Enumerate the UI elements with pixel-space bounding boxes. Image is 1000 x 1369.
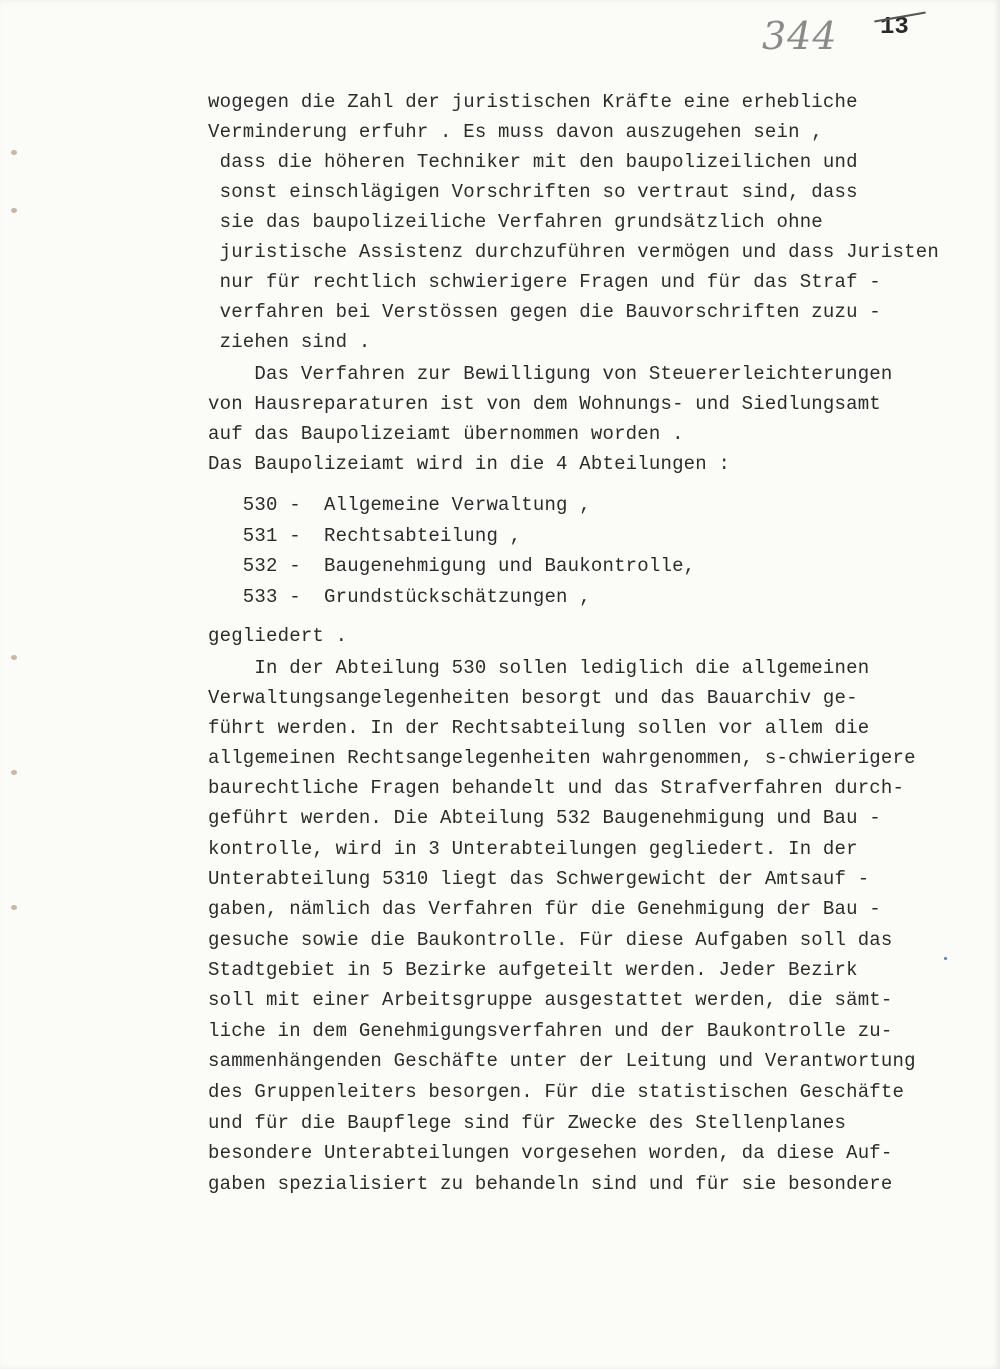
text-line: 533 - Grundstückschätzungen , <box>208 586 591 608</box>
text-line: verfahren bei Verstössen gegen die Bauvorschriften zuzu - <box>208 301 881 323</box>
text-line: nur für rechtlich schwierigere Fragen und für das Straf - <box>208 271 881 293</box>
text-line: Verwaltungsangelegenheiten besorgt und das Bauarchiv ge- <box>208 687 858 709</box>
text-line: 530 - Allgemeine Verwaltung , <box>208 494 591 516</box>
text-line: 532 - Baugenehmigung und Baukontrolle, <box>208 555 696 577</box>
text-line: wogegen die Zahl der juristischen Kräfte eine erhebliche <box>208 91 858 113</box>
binding-hole <box>11 655 17 660</box>
text-line: 531 - Rechtsabteilung , <box>208 525 522 547</box>
text-line: gaben spezialisiert zu behandeln sind und für sie besondere <box>208 1173 893 1195</box>
text-line: liche in dem Genehmigungsverfahren und der Baukontrolle zu- <box>208 1020 893 1042</box>
text-line: ziehen sind . <box>208 331 371 353</box>
binding-hole <box>11 905 17 910</box>
text-line: gesuche sowie die Baukontrolle. Für diese Aufgaben soll das <box>208 929 893 951</box>
text-line: baurechtliche Fragen behandelt und das Strafverfahren durch- <box>208 777 905 799</box>
text-line: sammenhängenden Geschäfte unter der Leitung und Verantwortung <box>208 1050 916 1072</box>
text-line: Verminderung erfuhr . Es muss davon auszugehen sein , <box>208 121 823 143</box>
text-line: Unterabteilung 5310 liegt das Schwergewicht der Amtsauf - <box>208 868 870 890</box>
handwritten-folio-number: 344 <box>762 14 838 58</box>
text-line: Stadtgebiet in 5 Bezirke aufgeteilt werden. Jeder Bezirk <box>208 959 858 981</box>
ink-speck <box>944 957 947 960</box>
binding-hole <box>11 150 17 155</box>
text-line: juristische Assistenz durchzuführen vermögen und dass Juristen <box>208 241 939 263</box>
page-number: 13 <box>880 14 909 41</box>
text-line: besondere Unterabteilungen vorgesehen worden, da diese Auf- <box>208 1142 893 1164</box>
text-line: sonst einschlägigen Vorschriften so vertraut sind, dass <box>208 181 858 203</box>
text-line: von Hausreparaturen ist von dem Wohnungs- und Siedlungsamt <box>208 393 881 415</box>
text-line: sie das baupolizeiliche Verfahren grundsätzlich ohne <box>208 211 823 233</box>
binding-hole <box>11 770 17 775</box>
text-line: allgemeinen Rechtsangelegenheiten wahrgenommen, s-chwierigere <box>208 747 916 769</box>
text-line: auf das Baupolizeiamt übernommen worden . <box>208 423 684 445</box>
text-line: In der Abteilung 530 sollen lediglich die allgemeinen <box>208 657 870 679</box>
text-line: und für die Baupflege sind für Zwecke des Stellenplanes <box>208 1112 847 1134</box>
text-line: Das Baupolizeiamt wird in die 4 Abteilungen : <box>208 453 731 475</box>
text-line: kontrolle, wird in 3 Unterabteilungen gegliedert. In der <box>208 838 858 860</box>
text-line: führt werden. In der Rechtsabteilung sollen vor allem die <box>208 717 870 739</box>
text-line: des Gruppenleiters besorgen. Für die statistischen Geschäfte <box>208 1081 905 1103</box>
text-line: soll mit einer Arbeitsgruppe ausgestattet werden, die sämt- <box>208 989 893 1011</box>
text-line: geführt werden. Die Abteilung 532 Baugenehmigung und Bau - <box>208 807 881 829</box>
binding-hole <box>11 208 17 213</box>
text-line: dass die höheren Techniker mit den baupolizeilichen und <box>208 151 858 173</box>
text-line: gaben, nämlich das Verfahren für die Genehmigung der Bau - <box>208 898 881 920</box>
text-line: Das Verfahren zur Bewilligung von Steuererleichterungen <box>208 363 893 385</box>
text-line: gegliedert . <box>208 625 348 647</box>
